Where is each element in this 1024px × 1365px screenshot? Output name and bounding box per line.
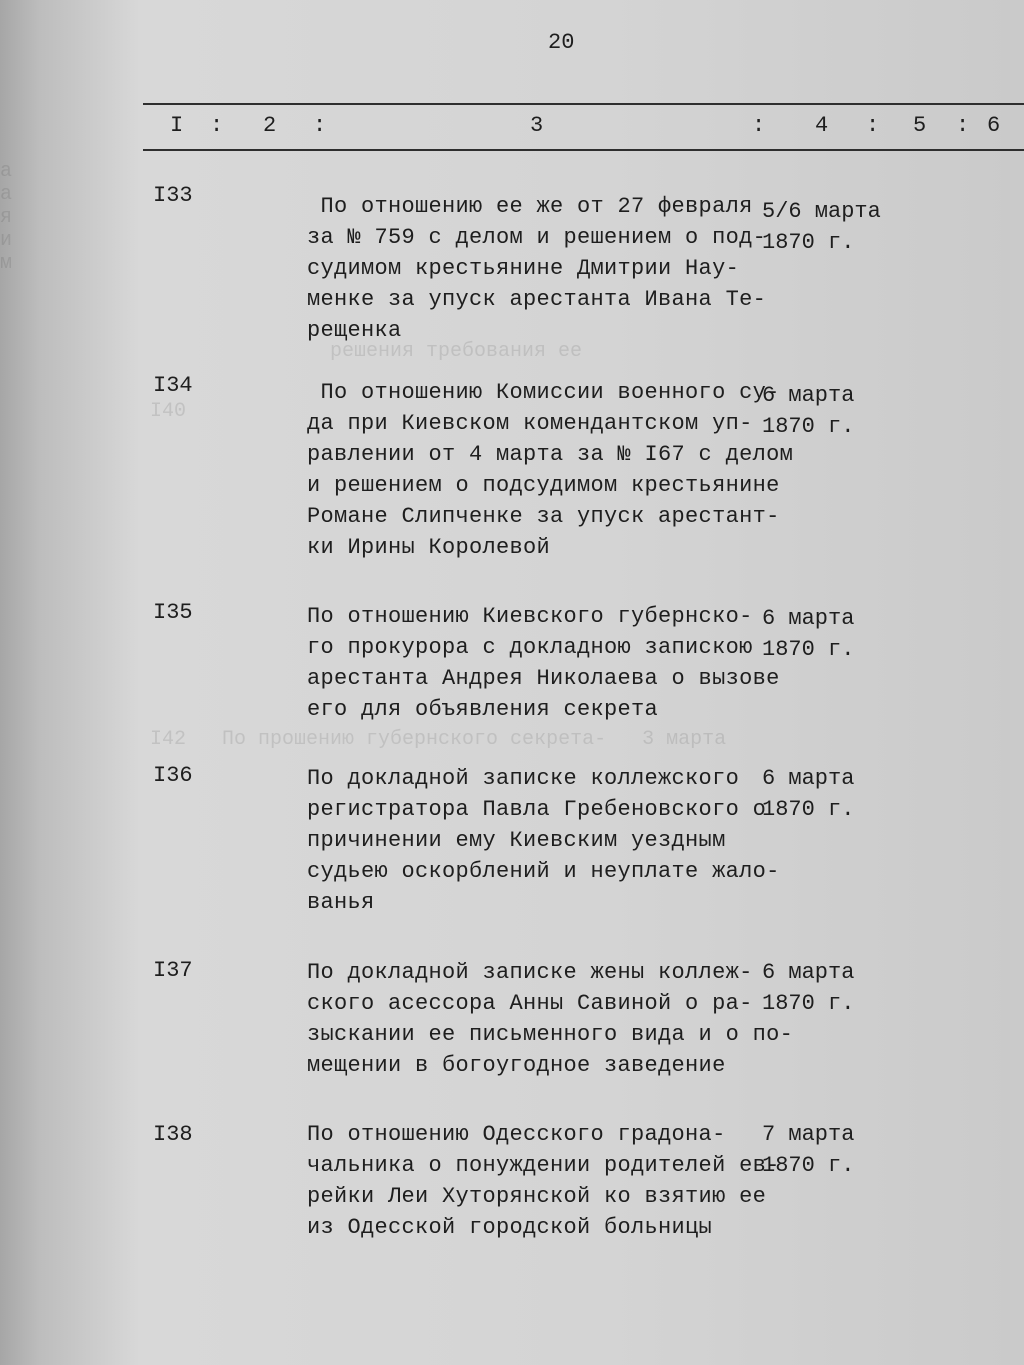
entry-date: 6 марта 1870 г. bbox=[762, 383, 855, 439]
column-header-4: 4 bbox=[815, 113, 829, 138]
entry-description: По докладной записке коллежского регистратора Павла Гребеновского о причинении ему Киевским уездным судьею оскорблений и неуплате жало- ванья bbox=[307, 766, 780, 915]
entry-date: 5/6 марта 1870 г. bbox=[762, 199, 881, 255]
entry-description: По докладной записке жены коллеж- ского асессора Анны Савиной о ра- зыскании ее письменного вида и о по- мещении в богоугодное заведение bbox=[307, 960, 794, 1078]
bleed-through-text: I42 По прошению губернского секрета- 3 марта bbox=[150, 728, 727, 751]
entry-description: По отношению Киевского губернско- го прокурора с докладною запискою арестанта Андрея Николаева о вызове его для объявления секрета bbox=[307, 604, 780, 722]
entry-date: 6 марта 1870 г. bbox=[762, 766, 855, 822]
entry-date: 6 марта 1870 г. bbox=[762, 960, 855, 1016]
entry-description: По отношению Комиссии военного су- да при Киевском комендантском уп- равлении от 4 марта за № I67 с делом и решением о подсудимом крестьянине Романе Слипченке за упуск арестант- ки Ирины Королевой bbox=[307, 380, 794, 560]
bleed-through-text: I40 bbox=[150, 400, 187, 423]
entry-description: По отношению Одесского градона- чальника о понуждении родителей ев- рейки Леи Хуторянской ко взятию ее из Одесской городской больницы bbox=[307, 1122, 780, 1240]
entry-number: I37 bbox=[153, 958, 193, 983]
entry-number: I33 bbox=[153, 183, 193, 208]
page-number: 20 bbox=[548, 30, 575, 55]
column-separator: : bbox=[752, 113, 766, 138]
entry-number: I36 bbox=[153, 763, 193, 788]
column-header-2: 2 bbox=[263, 113, 277, 138]
entry-date: 6 марта 1870 г. bbox=[762, 606, 855, 662]
column-separator: : bbox=[313, 113, 327, 138]
bleed-through-text: решения требования ее bbox=[330, 340, 583, 363]
column-separator: : bbox=[956, 113, 970, 138]
column-separator: : bbox=[210, 113, 224, 138]
column-header-3: 3 bbox=[530, 113, 544, 138]
column-header-6: 6 bbox=[987, 113, 1001, 138]
entry-description: По отношению ее же от 27 февраля за № 759 с делом и решением о под- судимом крестьянине Дмитрии Нау- менке за упуск арестанта Ивана Те- рещенка bbox=[307, 194, 767, 343]
table-header-top-rule bbox=[143, 103, 1024, 105]
column-header-1: I bbox=[170, 113, 184, 138]
entry-number: I35 bbox=[153, 600, 193, 625]
entry-number: I38 bbox=[153, 1122, 193, 1147]
column-header-5: 5 bbox=[913, 113, 927, 138]
entry-date: 7 марта 1870 г. bbox=[762, 1122, 855, 1178]
entry-number: I34 bbox=[153, 373, 193, 398]
column-separator: : bbox=[866, 113, 880, 138]
table-header-bottom-rule bbox=[143, 149, 1024, 151]
bleed-through-margin: а а я и м bbox=[0, 160, 13, 275]
